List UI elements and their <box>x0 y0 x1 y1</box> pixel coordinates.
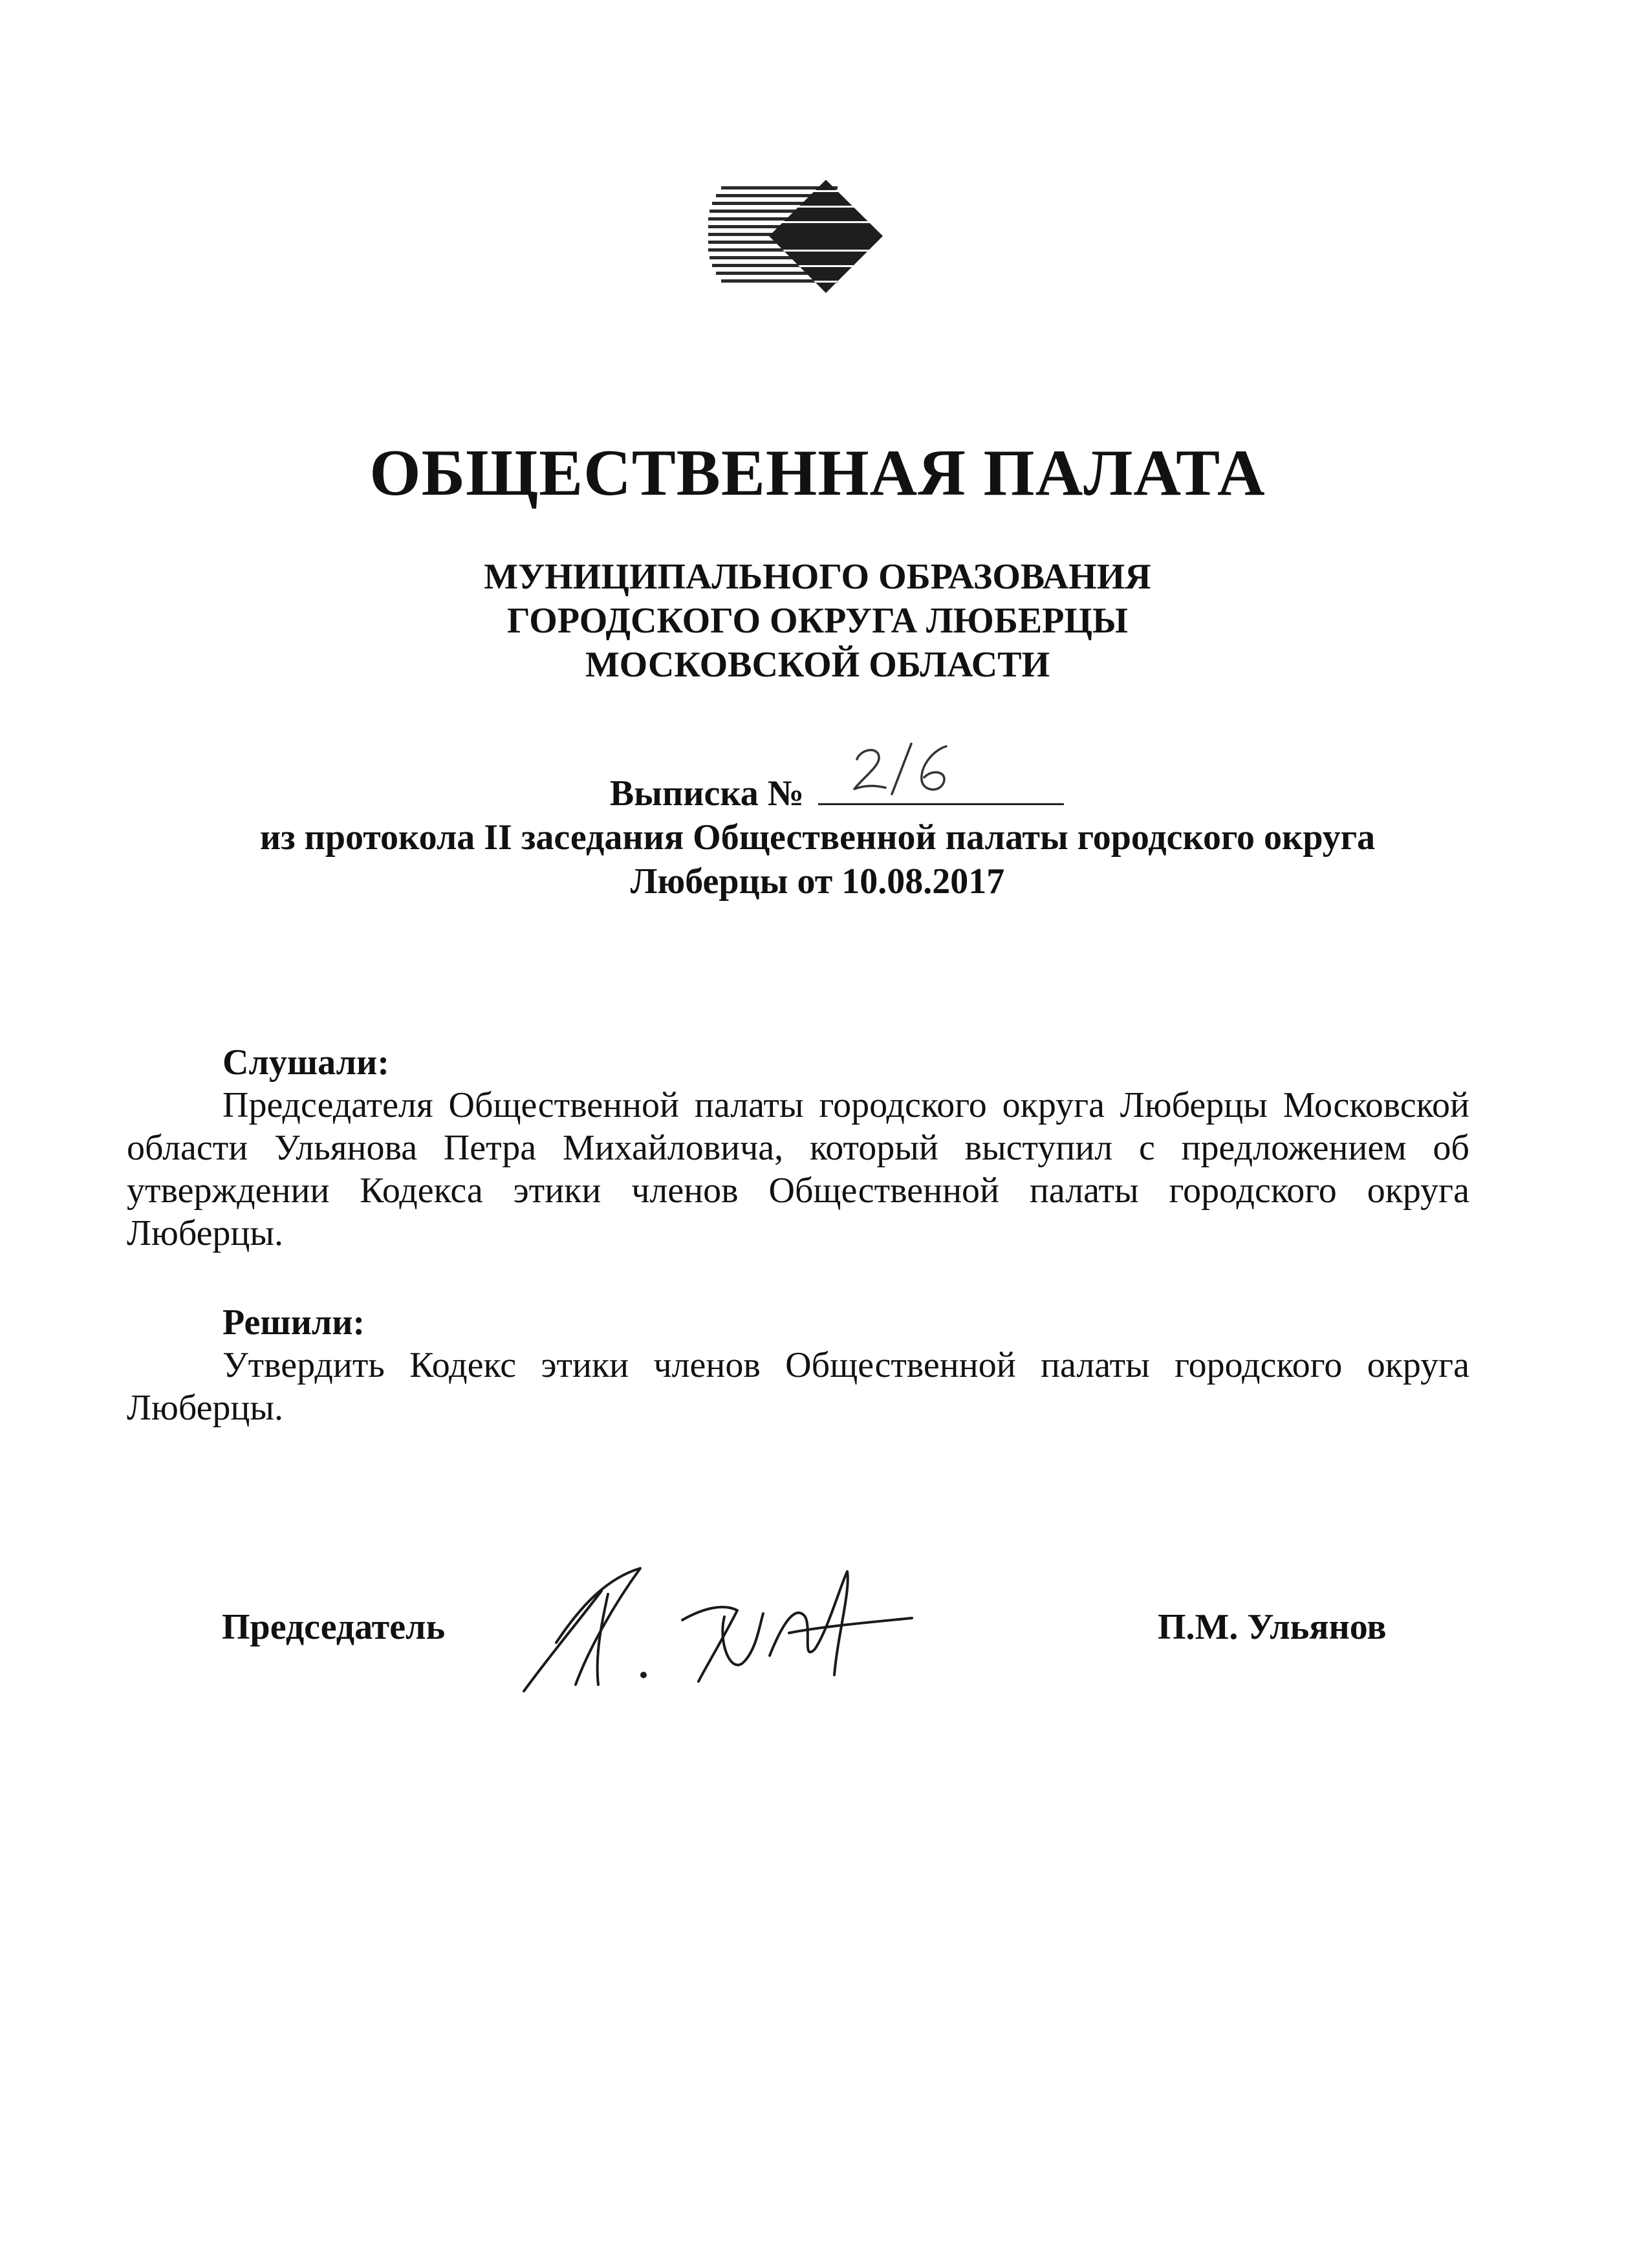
heard-text: Председателя Общественной палаты городского округа Люберцы Московской области Ульянова Петра Михайловича, который выступил с предложением об утверждении Кодекса этики членов Общественной палаты городского округа Люберцы. <box>127 1085 1469 1253</box>
extract-number <box>849 740 979 798</box>
organization-title: ОБЩЕСТВЕННАЯ ПАЛАТА <box>369 437 1266 510</box>
extract-protocol-line: из протокола II заседания Общественной палаты городского округа <box>259 817 1376 858</box>
signatory-role: Председатель <box>222 1607 446 1647</box>
extract-heading <box>0 763 1635 903</box>
signature-row <box>0 1597 1635 1753</box>
extract-label: Выписка № <box>609 773 805 814</box>
decided-text: Утвердить Кодекс этики членов Общественной палаты городского округа Люберцы. <box>127 1345 1469 1428</box>
decided-section <box>127 1301 1469 1429</box>
subtitle-line: МОСКОВСКОЙ ОБЛАСТИ <box>585 645 1050 685</box>
extract-date-line: Люберцы от 10.08.2017 <box>630 861 1005 902</box>
subtitle-line: ГОРОДСКОГО ОКРУГА ЛЮБЕРЦЫ <box>507 601 1128 641</box>
decided-heading: Решили: <box>222 1302 365 1343</box>
handwritten-signature-icon <box>511 1546 925 1714</box>
heard-heading: Слушали: <box>222 1042 389 1083</box>
striped-diamond-emblem-icon <box>708 180 883 293</box>
heard-section <box>127 1041 1469 1255</box>
subtitle-line: МУНИЦИПАЛЬНОГО ОБРАЗОВАНИЯ <box>484 557 1151 597</box>
extract-number-field <box>818 763 1064 805</box>
organization-subtitle <box>0 555 1635 687</box>
signatory-name: П.М. Ульянов <box>1158 1607 1387 1647</box>
